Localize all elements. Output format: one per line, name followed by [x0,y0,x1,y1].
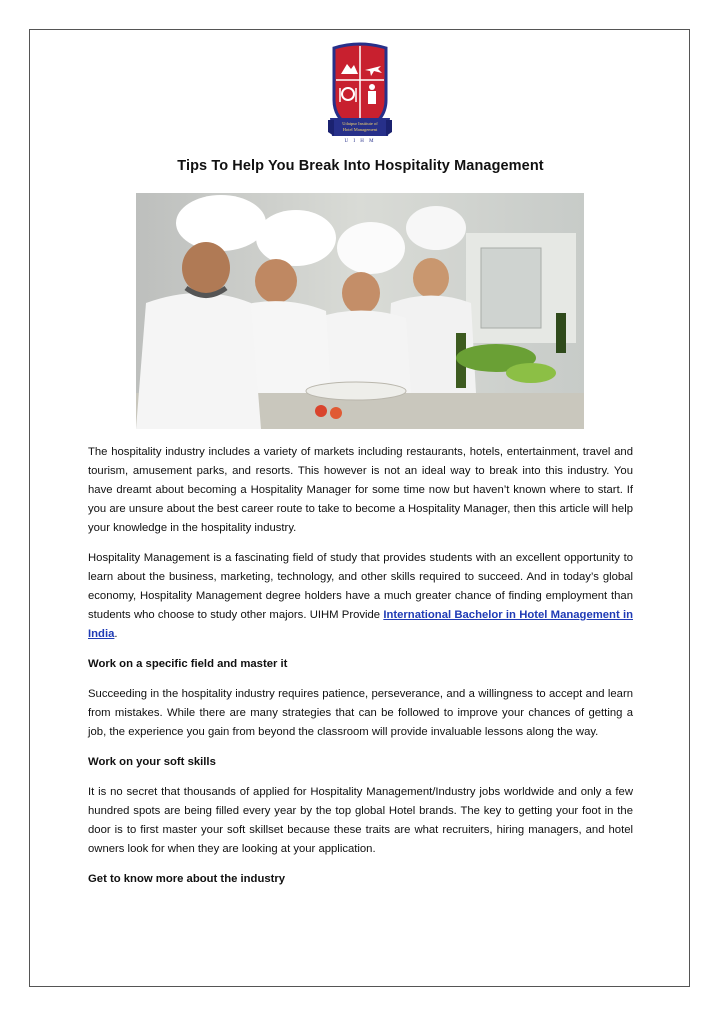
page-title: Tips To Help You Break Into Hospitality Management [177,158,544,174]
section-heading: Get to know more about the industry [88,873,286,885]
second-paragraph-text: Hospitality Management is a fascinating field of study that provides students with an excellent opportunity to learn about the business, marketing, technology, and other skills required to succeed. And in today’s global economy, Hospitality Management degree holders have a much greater chance of finding employment than students who choose to study other majors. UIHM Provide [88,552,633,621]
section-heading: Work on your soft skills [88,756,216,768]
section-heading: Work on a specific field and master it [88,658,288,670]
second-paragraph-end: . [114,628,118,640]
uihm-crest-icon [328,40,392,144]
logo-line-1: Udaipur Institute of [342,121,378,126]
chefs-cooking-photo [136,193,584,429]
section-body: It is no secret that thousands of applied for Hospitality Management/Industry jobs worldwide and only a few hundred spots are being filled every year by the top global Hotel brands. The key to getting your foot in the door is to first master your soft skillset because these traits are what recruiters, hiring managers, and hotel owners look for when they are looking at your application. [88,786,633,855]
logo-initials: U I H M [344,139,376,144]
intro-paragraph: The hospitality industry includes a variety of markets including restaurants, hotels, entertainment, travel and tourism, amusement parks, and resorts. This however is not an ideal way to break into this industry. You have dreamt about becoming a Hospitality Manager for some time now but haven’t known where to start. If you are unsure about the best career route to take to become a Hospitality Manager, then this article will help your knowledge in the hospitality industry. [88,446,633,534]
hotel-management-link[interactable]: International Bachelor in Hotel Management in India [88,609,633,640]
section-body: Succeeding in the hospitality industry requires patience, perseverance, and a willingness to accept and learn from mistakes. While there are many strategies that can be followed to improve your chances of getting a job, the experience you gain from beyond the classroom will provide invaluable lessons along the way. [88,688,633,738]
logo-line-2: Hotel Management [342,127,378,132]
article-body [88,443,633,900]
second-paragraph [88,549,633,644]
